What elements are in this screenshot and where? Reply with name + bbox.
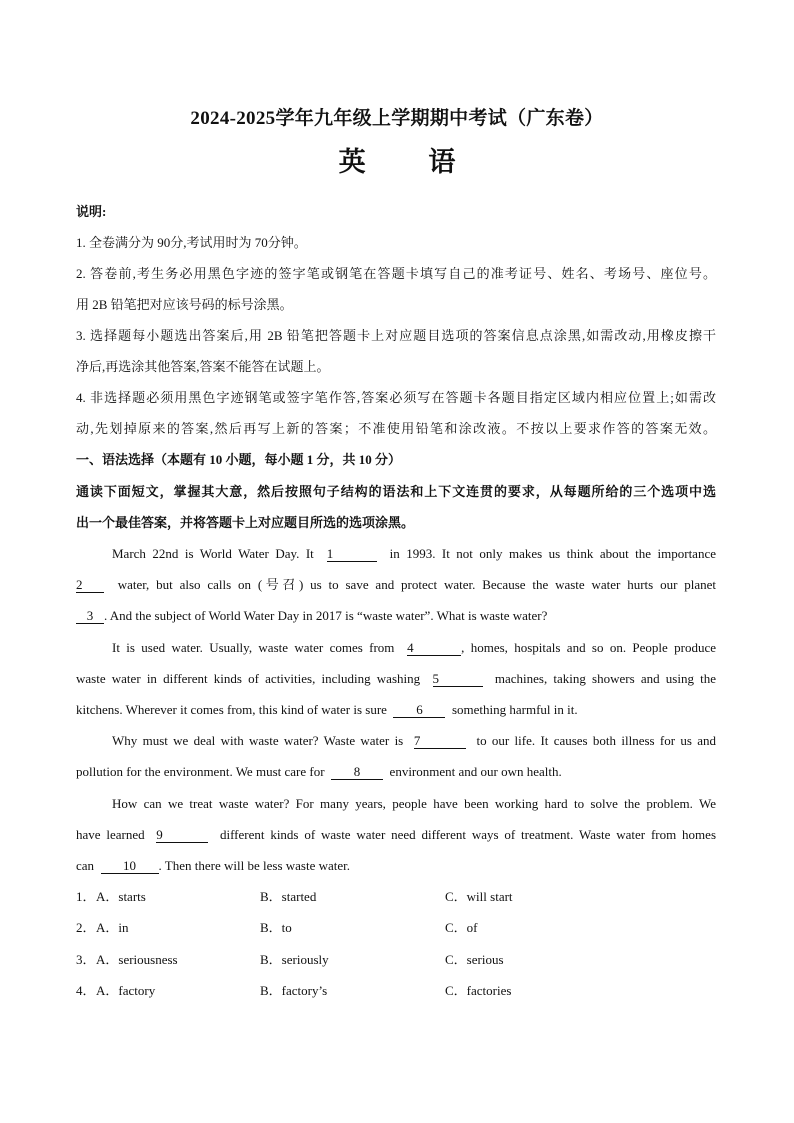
option-b[interactable]: B．factory’s — [260, 983, 328, 998]
blank-5: 5 — [433, 672, 483, 687]
instruction-line: 1. 全卷满分为 90分,考试用时为 70分钟。 — [76, 235, 307, 250]
subject-title: 英 语 — [338, 147, 484, 177]
passage-line: can 10 . Then there will be less waste water. — [76, 858, 350, 873]
section-directions: 通读下面短文，掌握其大意，然后按照句子结构的语法和上下文连贯的要求，从每题所给的三个选项中选 — [76, 484, 716, 499]
option-a[interactable]: A．seriousness — [96, 952, 178, 967]
blank-6: 6 — [393, 703, 445, 718]
passage-line: 3 . And the subject of World Water Day in 2017 is “waste water”. What is waste water? — [76, 607, 716, 625]
instruction-line: 净后,再选涂其他答案,答案不能答在试题上。 — [76, 359, 330, 374]
blank-3: 3 — [76, 609, 104, 624]
option-b[interactable]: B．started — [260, 889, 317, 904]
exam-title: 2024-2025学年九年级上学期期中考试（广东卷） — [190, 108, 604, 129]
option-a[interactable]: A．in — [96, 920, 129, 935]
option-c[interactable]: C．factories — [445, 983, 512, 998]
question-number: 1． — [76, 889, 96, 904]
question-number: 2． — [76, 920, 96, 935]
blank-1: 1 — [327, 547, 377, 562]
passage-line: How can we treat waste water? For many years, people have been working hard to solve the problem. We — [112, 796, 716, 811]
blank-2: 2 — [76, 578, 104, 593]
blank-7: 7 — [414, 734, 466, 749]
passage-line: waste water in different kinds of activities, including washing 5 machines, taking showers and using the — [76, 671, 717, 686]
section-heading: 一、语法选择（本题有 10 小题，每小题 1 分，共 10 分） — [76, 452, 402, 467]
passage-line: pollution for the environment. We must care for 8 environment and our own health. — [76, 764, 562, 779]
instruction-line: 4. 非选择题必须用黑色字迹钢笔或签字笔作答,答案必须写在答题卡各题目指定区域内相应位置上;如需改 — [76, 390, 716, 405]
section-directions: 出一个最佳答案，并将答题卡上对应题目所选的选项涂黑。 — [76, 515, 415, 530]
instruction-line: 3. 选择题每小题选出答案后,用 2B 铅笔把答题卡上对应题目选项的答案信息点涂黑,如需改动,用橡皮擦干 — [76, 328, 716, 343]
question-number: 4． — [76, 983, 96, 998]
instruction-line: 用 2B 铅笔把对应该号码的标号涂黑。 — [76, 297, 293, 312]
option-a[interactable]: A．starts — [96, 889, 146, 904]
instruction-line: 2. 答卷前,考生务必用黑色字迹的签字笔或钢笔在答题卡填写自己的准考证号、姓名、考场号、座位号。 — [76, 266, 716, 281]
option-b[interactable]: B．to — [260, 920, 292, 935]
instructions-heading: 说明: — [76, 204, 107, 219]
blank-9: 9 — [156, 828, 208, 843]
passage-line: 2 water, but also calls on (号召) us to save and protect water. Because the waste water hurts our planet — [76, 577, 717, 592]
option-c[interactable]: C．serious — [445, 952, 504, 967]
question-number: 3． — [76, 952, 96, 967]
option-b[interactable]: B．seriously — [260, 952, 329, 967]
option-a[interactable]: A．factory — [96, 983, 156, 998]
blank-10: 10 — [101, 859, 159, 874]
passage-line: It is used water. Usually, waste water comes from 4 , homes, hospitals and so on. People produce — [112, 640, 717, 655]
blank-4: 4 — [407, 641, 461, 656]
passage-line: Why must we deal with waste water? Waste water is 7 to our life. It causes both illness for us and — [112, 733, 716, 748]
option-c[interactable]: C．will start — [445, 889, 513, 904]
instruction-line: 动,先划掉原来的答案,然后再写上新的答案；不准使用铅笔和涂改液。不按以上要求作答的答案无效。 — [76, 421, 716, 436]
passage-line: kitchens. Wherever it comes from, this kind of water is sure 6 something harmful in it. — [76, 702, 578, 717]
passage-line: have learned 9 different kinds of waste water need different ways of treatment. Waste water from homes — [76, 827, 716, 842]
option-c[interactable]: C．of — [445, 920, 478, 935]
blank-8: 8 — [331, 765, 383, 780]
passage-line: March 22nd is World Water Day. It 1 in 1993. It not only makes us think about the importance — [112, 546, 716, 561]
